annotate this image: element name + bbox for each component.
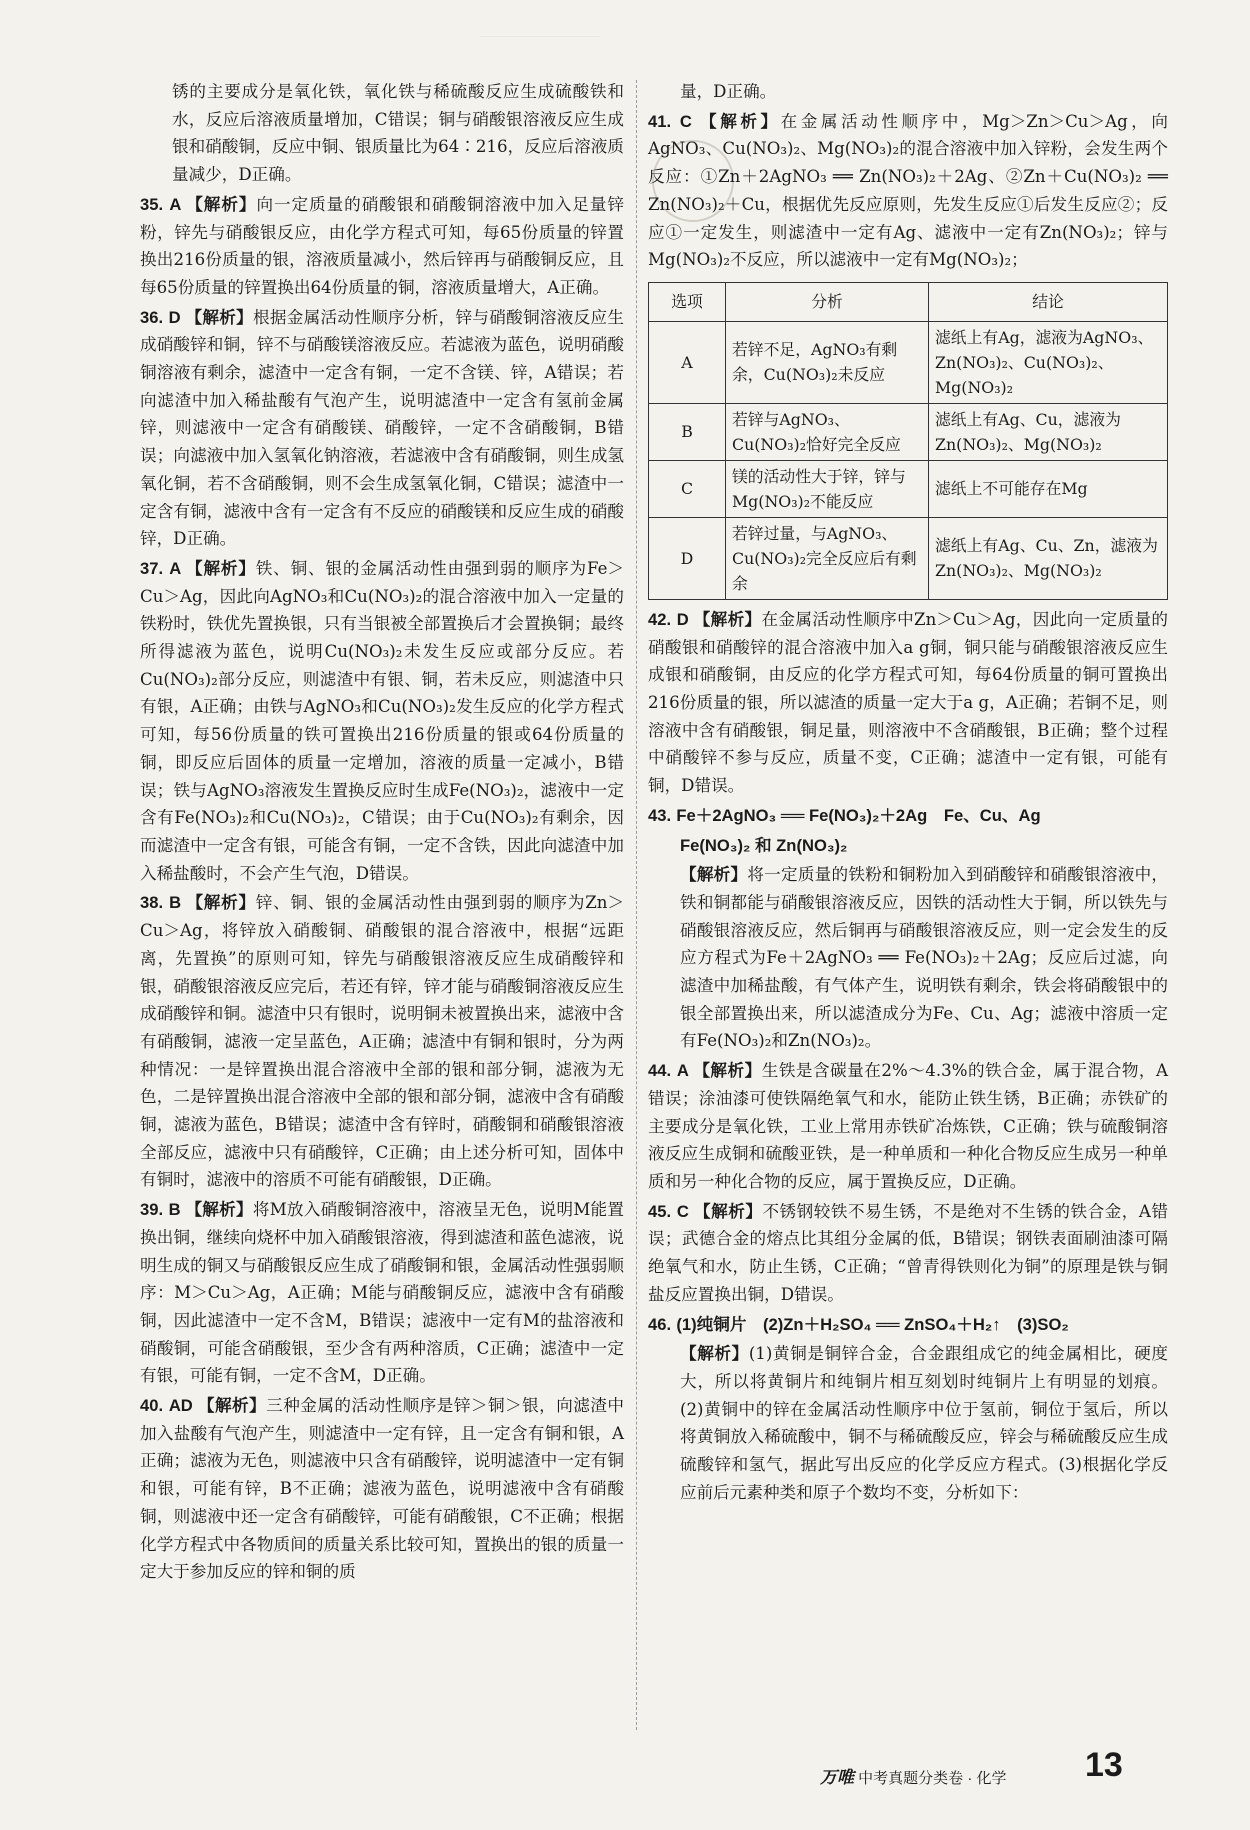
question-number: 40. <box>140 1396 164 1416</box>
table-cell: 镁的活动性大于锌，锌与Mg(NO₃)₂不能反应 <box>726 460 929 517</box>
answer-text: 将一定质量的铁粉和铜粉加入到硝酸锌和硝酸银溶液中，铁和铜都能与硝酸银溶液反应，因铁的活动性大于铜，所以铁先与硝酸银溶液反应，然后铜再与硝酸银溶液反应，则一定会发生的反应方程式为Fe＋2AgNO₃ ══ Fe(NO₃)₂＋2Ag；反应后过滤，向滤渣中加稀盐酸，有气体产生，说明铁有剩余，铁会将硝酸银中的银全部置换出来，所以滤渣成分为Fe、Cu、Ag；滤液中溶质一定有Fe(NO₃)₂和Zn(NO₃)₂。 <box>680 865 1168 1051</box>
table-row <box>649 321 1168 403</box>
answer-text: (1)黄铜是铜锌合金，合金跟组成它的纯金属相比，硬度大，所以将黄铜片和纯铜片相互刻划时纯铜片上有明显的划痕。(2)黄铜中的锌在金属活动性顺序中位于氢前，铜位于氢后，所以将黄铜放入稀硫酸中，铜不与稀硫酸反应，锌会与稀硫酸反应生成硫酸锌和氢气，据此写出反应的化学反应方程式。(3)根据化学反应前后元素种类和原子个数均不变，分析如下： <box>680 1344 1168 1502</box>
table-cell: D <box>649 517 726 599</box>
page-footer <box>820 1763 1007 1788</box>
answer-paragraph <box>648 802 1168 830</box>
answer-paragraph <box>648 1057 1168 1196</box>
options-table <box>648 282 1168 600</box>
page-number: 13 <box>1085 1746 1123 1784</box>
answer-tag: A 【解析】 <box>169 558 256 578</box>
left-column <box>140 76 624 1586</box>
brand-logo: 万唯 <box>820 1768 854 1787</box>
table-row <box>649 460 1168 517</box>
answer-text: 将M放入硝酸铜溶液中，溶液呈无色，说明M能置换出铜，继续向烧杯中加入硝酸银溶液，得到滤渣和蓝色滤液，说明生成的铜又与硝酸银反应生成了硝酸铜和银，金属活动性强弱顺序：M＞Cu＞Ag，A正确；M能与硝酸铜反应，滤液中含有硝酸铜，因此滤渣中一定不含M，B错误；滤液中一定有M的盐溶液和硝酸铜，可能含硝酸银，至少含有两种溶质，C正确；滤渣中一定有银，可能有铜，一定不含M，D正确。 <box>140 1200 624 1386</box>
table-header-option: 选项 <box>649 282 726 321</box>
table-cell: 若锌过量，与AgNO₃、Cu(NO₃)₂完全反应后有剩余 <box>726 517 929 599</box>
answer-paragraph <box>140 555 624 887</box>
answer-tag: B 【解析】 <box>168 1200 253 1220</box>
question-number: 37. <box>140 558 164 578</box>
question-number: 36. <box>140 307 164 327</box>
table-cell: B <box>649 403 726 460</box>
answer-text: 铁、铜、银的金属活动性由强到弱的顺序为Fe＞Cu＞Ag，因此向AgNO₃和Cu(NO₃)₂的混合溶液中加入一定量的铁粉时，铁优先置换银，只有当银被全部置换后才会置换铜；最终所得滤液为蓝色，说明Cu(NO₃)₂未发生反应或部分反应。若Cu(NO₃)₂部分反应，则滤渣中有银、铜，若未反应，则滤渣中只有银，A正确；由铁与AgNO₃和Cu(NO₃)₂发生反应的化学方程式可知，每56份质量的铁可置换出216份质量的银或64份质量的铜，即反应后固体的质量一定增加，溶液的质量一定减小，B错误；铁与AgNO₃溶液发生置换反应时生成Fe(NO₃)₂，滤液中一定含有Fe(NO₃)₂和Cu(NO₃)₂，C错误；由于Cu(NO₃)₂有剩余，因而滤渣中一定含有银，可能含有铜，一定不含铁，因此向滤渣中加入稀盐酸时，不会产生气泡，D错误。 <box>140 558 624 883</box>
answer-tag: AD 【解析】 <box>168 1396 267 1416</box>
answer-tag: (1)纯铜片 (2)Zn＋H₂SO₄ ══ ZnSO₄＋H₂↑ (3)SO₂ <box>676 1314 1069 1334</box>
answer-tag: Fe(NO₃)₂ 和 Zn(NO₃)₂ <box>680 835 848 855</box>
answer-text: 三种金属的活动性顺序是锌＞铜＞银，向滤渣中加入盐酸有气泡产生，则滤渣中一定有锌，且一定含有铜和银，A正确；滤液为无色，则滤液中只含有硝酸锌，说明滤渣中一定有铜和银，可能有锌，B不正确；滤液为蓝色，说明滤液中含有硝酸铜，则滤液中还一定含有硝酸锌，可能有硝酸银，C不正确；根据化学方程式中各物质间的质量关系比较可知，置换出的银的质量一定大于参加反应的锌和铜的质 <box>140 1396 625 1582</box>
answer-text: 向一定质量的硝酸银和硝酸铜溶液中加入足量锌粉，锌先与硝酸银反应，由化学方程式可知，每65份质量的锌置换出216份质量的银，溶液质量减小，然后锌再与硝酸铜反应，且每65份质量的锌置换出64份质量的铜，溶液质量增大，A正确。 <box>140 194 624 297</box>
table-row <box>649 517 1168 599</box>
answer-text: 不锈钢较铁不易生锈，不是绝对不生锈的铁合金，A错误；武德合金的熔点比其组分金属的低，B错误；钢铁表面刷油漆可隔绝氧气和水，防止生锈，C正确；“曾青得铁则化为铜”的原理是铁与铜盐反应置换出铜，D错误。 <box>648 1201 1168 1304</box>
question-number: 35. <box>140 194 164 214</box>
table-cell: 若锌不足，AgNO₃有剩余，Cu(NO₃)₂未反应 <box>726 321 929 403</box>
table-cell: 滤纸上不可能存在Mg <box>929 460 1168 517</box>
table-row <box>649 403 1168 460</box>
table-cell: A <box>649 321 726 403</box>
answer-tag: A 【解析】 <box>676 1061 762 1081</box>
table-cell: 滤纸上有Ag，滤液为AgNO₃、Zn(NO₃)₂、Cu(NO₃)₂、Mg(NO₃)₂ <box>929 321 1168 403</box>
answer-paragraph <box>648 832 1168 860</box>
answer-text: 量，D正确。 <box>680 82 777 101</box>
answer-tag: B 【解析】 <box>169 893 256 913</box>
answer-paragraph <box>648 1311 1168 1339</box>
table-header-analysis: 分析 <box>726 282 929 321</box>
answer-text: 生铁是含碳量在2%～4.3%的铁合金，属于混合物，A错误；涂油漆可使铁隔绝氧气和水，能防止铁生锈，B正确；赤铁矿的主要成分是氧化铁，工业上常用赤铁矿冶炼铁，C正确；铁与硫酸铜溶液反应生成铜和硫酸亚铁，是一种单质和一种化合物反应生成另一种单质和另一种化合物的反应，属于置换反应，D正确。 <box>648 1061 1168 1191</box>
answer-paragraph <box>648 108 1168 274</box>
answer-paragraph <box>140 1196 624 1390</box>
answer-text: 在金属活动性顺序中，Mg＞Zn＞Cu＞Ag，向AgNO₃、Cu(NO₃)₂、Mg(NO₃)₂的混合溶液中加入锌粉，会发生两个反应：①Zn＋2AgNO₃ ══ Zn(NO₃)₂＋2Ag、②Zn＋Cu(NO₃)₂ ══ Zn(NO₃)₂＋Cu，根据优先反应原则，先发生反应①后发生反应②；反应①一定发生，则滤渣中一定有Ag、滤液中一定有Zn(NO₃)₂；锌与Mg(NO₃)₂不反应，所以滤液中一定有Mg(NO₃)₂； <box>648 111 1168 270</box>
question-number: 41. <box>648 111 672 131</box>
answer-text: 锌、铜、银的金属活动性由强到弱的顺序为Zn＞Cu＞Ag，将锌放入硝酸铜、硝酸银的混合溶液中，根据“远距离，先置换”的原则可知，锌先与硝酸银溶液反应生成硝酸锌和银，硝酸银溶液反应完后，若还有锌，锌才能与硝酸铜溶液反应生成硝酸锌和铜。滤渣中只有银时，说明铜未被置换出来，滤液中含有硝酸铜，滤液一定呈蓝色，A正确；滤渣中有铜和银时，分为两种情况：一是锌置换出混合溶液中全部的银和部分铜，滤液为无色，二是锌置换出混合溶液中全部的银和部分铜，滤液中含有硝酸铜，滤液为蓝色，B错误；滤渣中含有锌时，硝酸铜和硝酸银溶液全部反应，滤液中只有硝酸锌，C正确；由上述分析可知，固体中有铜时，滤液中的溶质不可能有硝酸银，D正确。 <box>140 893 625 1190</box>
question-number: 44. <box>648 1061 672 1081</box>
answer-paragraph <box>140 1392 624 1586</box>
answer-paragraph <box>648 606 1168 800</box>
table-header-conclusion: 结论 <box>929 282 1168 321</box>
table-cell: 滤纸上有Ag、Cu，滤液为Zn(NO₃)₂、Mg(NO₃)₂ <box>929 403 1168 460</box>
question-number: 43. <box>648 805 672 825</box>
answer-text: 锈的主要成分是氧化铁，氧化铁与稀硫酸反应生成硫酸铁和水，反应后溶液质量增加，C错误；铜与硝酸银溶液反应生成银和硝酸铜，反应中铜、银质量比为64∶216，反应后溶液质量减少，D正确。 <box>172 82 624 185</box>
right-column <box>648 76 1168 1506</box>
table-cell: 若锌与AgNO₃、Cu(NO₃)₂恰好完全反应 <box>726 403 929 460</box>
answer-tag: Fe＋2AgNO₃ ══ Fe(NO₃)₂＋2Ag Fe、Cu、Ag <box>676 805 1041 825</box>
answer-text: 根据金属活动性顺序分析，锌与硝酸铜溶液反应生成硝酸锌和铜，锌不与硝酸镁溶液反应。若滤液为蓝色，说明硝酸铜溶液有剩余，滤渣中一定含有铜，一定不含镁、锌，A错误；若向滤渣中加入稀盐酸有气泡产生，说明滤渣中一定含有氢前金属锌，则滤液中一定含有硝酸镁、硝酸锌，一定不含硝酸铜，B错误；向滤液中加入氢氧化钠溶液，若滤液中含有硝酸铜，则生成氢氧化铜，若不含硝酸铜，则不会生成氢氧化铜，C错误；滤渣中一定含有铜，滤液中含有一定含有不反应的硝酸镁和反应生成的硝酸锌，D正确。 <box>140 307 625 549</box>
question-number: 39. <box>140 1200 164 1220</box>
question-number: 42. <box>648 609 672 629</box>
header-mark <box>480 18 600 37</box>
answer-paragraph <box>648 1198 1168 1309</box>
question-number: 45. <box>648 1201 672 1221</box>
question-number: 46. <box>648 1314 672 1334</box>
table-cell: C <box>649 460 726 517</box>
answer-paragraph <box>140 78 624 189</box>
table-header-row <box>649 282 1168 321</box>
answer-tag: C 【解析】 <box>676 1201 763 1221</box>
answer-paragraph <box>140 304 624 553</box>
answer-paragraph <box>140 191 624 302</box>
question-number: 38. <box>140 893 164 913</box>
answer-paragraph <box>648 78 1168 106</box>
column-divider <box>636 80 637 1730</box>
answer-tag: D 【解析】 <box>676 609 762 629</box>
answer-paragraph <box>140 889 624 1194</box>
answer-tag: C 【解析】 <box>679 111 781 131</box>
answer-paragraph <box>648 1340 1168 1506</box>
answer-text: 在金属活动性顺序中Zn＞Cu＞Ag，因此向一定质量的硝酸银和硝酸锌的混合溶液中加入a g铜，铜只能与硝酸银溶液反应生成银和硝酸铜，由反应的化学方程式可知，每64份质量的铜可置换出216份质量的银，所以滤渣的质量一定大于a g，A正确；若铜不足，则溶液中含有硝酸银，铜足量，则溶液中不含硝酸银，B正确；整个过程中硝酸锌不参与反应，质量不变，C正确；滤渣中一定有银，可能有铜，D错误。 <box>648 609 1168 796</box>
book-title: 中考真题分类卷 · 化学 <box>858 1770 1007 1787</box>
table-cell: 滤纸上有Ag、Cu、Zn，滤液为Zn(NO₃)₂、Mg(NO₃)₂ <box>929 517 1168 599</box>
answer-tag: D 【解析】 <box>168 307 254 327</box>
answer-tag: A 【解析】 <box>169 194 257 214</box>
answer-paragraph <box>648 861 1168 1055</box>
answer-tag: 【解析】 <box>680 865 748 885</box>
answer-tag: 【解析】 <box>680 1344 749 1364</box>
